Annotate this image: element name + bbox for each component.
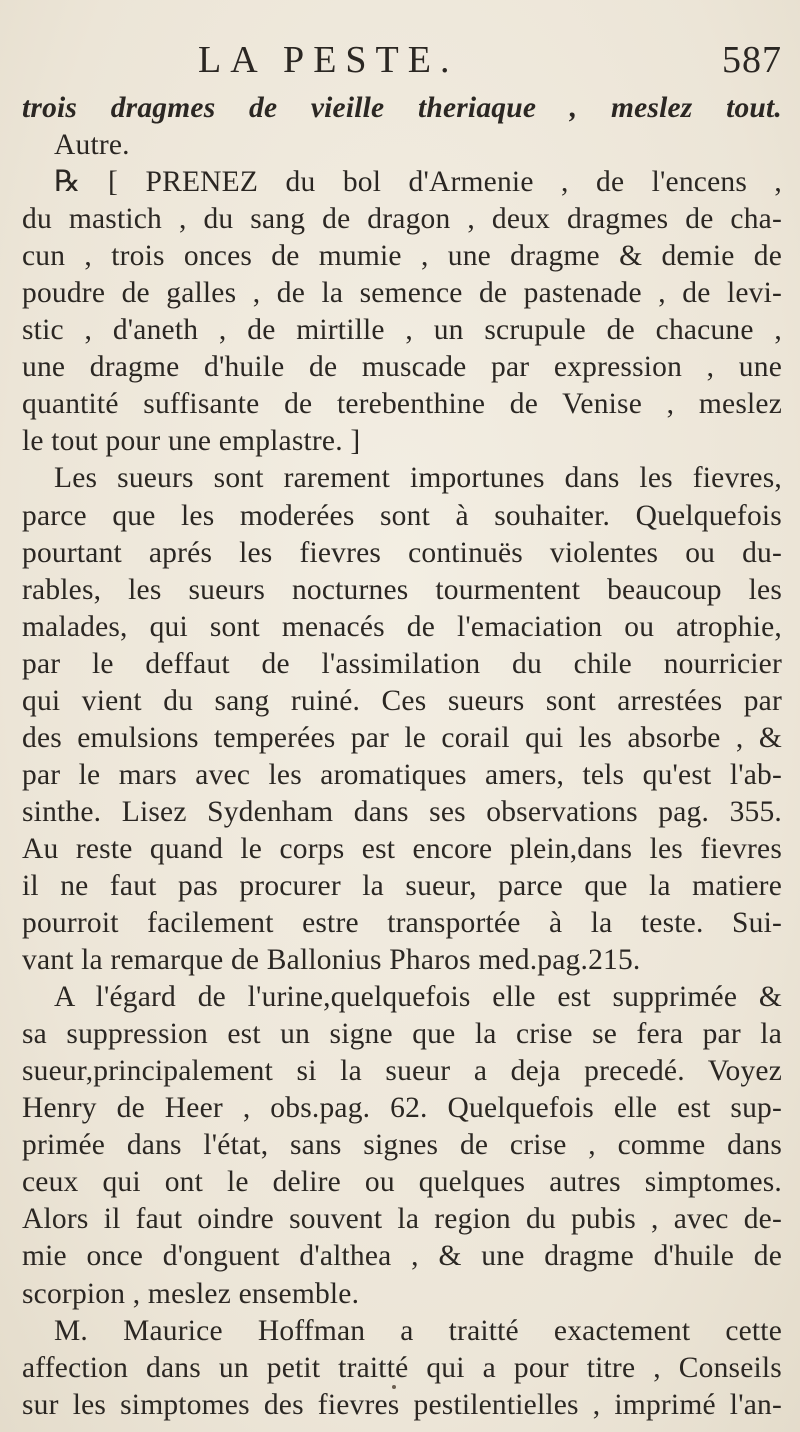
text-line: parce que les moderées sont à souhaiter. Quelquefois <box>22 499 782 532</box>
text-line: trois dragmes de vieille theriaque , meslez tout. <box>22 92 782 124</box>
text-line: primée dans l'état, sans signes de crise , comme dans <box>22 1129 782 1162</box>
page-text <box>22 38 782 1424</box>
text-line: par le deffaut de l'assimilation du chile nourricier <box>22 647 782 680</box>
text-line: sueur,principalement si la sueur a deja precedé. Voyez <box>22 1055 782 1088</box>
text-line: quantité suffisante de terebenthine de Venise , meslez <box>22 388 782 421</box>
text-line: malades, qui sont menacés de l'emaciation ou atrophie, <box>22 610 782 643</box>
text-line: pourroit facilement estre transportée à la teste. Sui- <box>22 907 782 940</box>
text-line: sa suppression est un signe que la crise se fera par la <box>22 1018 782 1051</box>
text-line: scorpion , meslez ensemble. <box>22 1277 360 1310</box>
running-head: LA PESTE. <box>198 39 459 81</box>
text-line: du mastich , du sang de dragon , deux dragmes de cha- <box>22 203 782 236</box>
text-line: Au reste quand le corps est encore plein,dans les fievres <box>22 832 782 865</box>
text-line: le tout pour une emplastre. ] <box>22 425 361 458</box>
text-line: qui vient du sang ruiné. Ces sueurs sont arrestées par <box>22 684 782 717</box>
text-line: vant la remarque de Ballonius Pharos med.pag.215. <box>22 944 641 977</box>
text-line: il ne faut pas procurer la sueur, parce que la matiere <box>22 869 782 902</box>
text-line: A l'égard de l'urine,quelquefois elle est supprimée & <box>54 981 782 1014</box>
text-line: par le mars avec les aromatiques amers, tels qu'est l'ab- <box>22 758 782 791</box>
text-line: ℞ [ PRENEZ du bol d'Armenie , de l'encens , <box>54 166 782 199</box>
page-header <box>22 38 782 90</box>
text-line: Autre. <box>54 129 130 162</box>
text-line: affection dans un petit traitté qui a pour titre , Conseils <box>22 1351 782 1384</box>
text-line: poudre de galles , de la semence de pastenade , de levi- <box>22 277 782 310</box>
text-line: Henry de Heer , obs.pag. 62. Quelquefois elle est sup- <box>22 1092 782 1125</box>
text-line: M. Maurice Hoffman a traitté exactement cette <box>54 1314 782 1347</box>
text-line: Les sueurs sont rarement importunes dans les fievres, <box>54 462 782 495</box>
text-line: une dragme d'huile de muscade par expression , une <box>22 351 782 384</box>
text-line: mie once d'onguent d'althea , & une dragme d'huile de <box>22 1240 782 1273</box>
text-line: sur les simptomes des fievres pestilentielles , imprimé l'an- <box>22 1388 782 1421</box>
text-line: rables, les sueurs nocturnes tourmentent beaucoup les <box>22 573 782 606</box>
text-line: ceux qui ont le delire ou quelques autres simptomes. <box>22 1166 782 1199</box>
text-line: pourtant aprés les fievres continuës violentes ou du- <box>22 536 782 569</box>
text-line: Alors il faut oindre souvent la region du pubis , avec de- <box>22 1203 782 1236</box>
page-number: 587 <box>722 39 782 81</box>
text-line: des emulsions temperées par le corail qui les absorbe , & <box>22 721 782 754</box>
ink-speck <box>392 1385 396 1389</box>
text-line: stic , d'aneth , de mirtille , un scrupule de chacune , <box>22 314 782 347</box>
text-line: sinthe. Lisez Sydenham dans ses observations pag. 355. <box>22 795 782 828</box>
text-line: cun , trois onces de mumie , une dragme & demie de <box>22 240 782 273</box>
